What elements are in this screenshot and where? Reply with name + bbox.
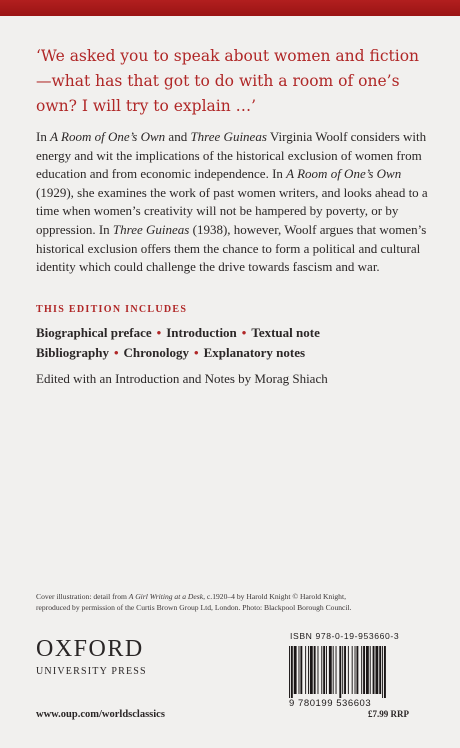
barcode-bar (294, 646, 297, 694)
barcode-bar (318, 646, 319, 694)
barcode-bar (356, 646, 358, 694)
barcode-bar (375, 646, 378, 694)
barcode-digits: 9 780199 536603 (289, 698, 372, 709)
editor-note: Edited with an Introduction and Notes by Morag Shiach (36, 371, 328, 386)
barcode-bar (333, 646, 334, 694)
pull-quote: ‘We asked you to speak about women and fiction—what has that got to do with a room of one’s own? I will try to explain …’ (36, 47, 420, 115)
bullet-separator: • (241, 325, 247, 340)
blurb-text: (1929), she examines the work of past women writers, and looks ahead to a time when women’s creativity will not be hampered by poverty, or by oppression. In (36, 184, 428, 237)
blurb-text: and (165, 129, 191, 144)
book-title: Three Guineas (190, 129, 267, 144)
artwork-title: A Girl Writing at a Desk (128, 592, 204, 601)
barcode-bar (310, 646, 313, 694)
description-paragraph (36, 128, 436, 277)
barcode-bar (339, 646, 341, 698)
price-label: £7.99 RRP (368, 709, 409, 719)
barcode-bar (361, 646, 362, 694)
publisher-press: UNIVERSITY PRESS (36, 666, 147, 677)
edition-heading: THIS EDITION INCLUDES (36, 304, 188, 315)
barcode-bar (329, 646, 332, 694)
barcode-bar (305, 646, 306, 694)
publisher-url: www.oup.com/worldsclassics (36, 709, 165, 720)
bullet-separator: • (156, 325, 162, 340)
barcode-bar (344, 646, 346, 694)
cover-credit (36, 591, 436, 613)
includes-item: Biographical preface (36, 325, 152, 340)
includes-item: Chronology (123, 345, 190, 360)
barcode-bar (291, 646, 293, 698)
barcode-bar (348, 646, 349, 694)
book-title: A Room of One’s Own (50, 129, 166, 144)
credit-text: , c.1920–4 by Harold Knight © Harold Knight, (203, 592, 346, 601)
barcode-bar (363, 646, 365, 694)
credit-text: Cover illustration: detail from (36, 592, 129, 601)
barcode-bar (299, 646, 300, 694)
barcode-bar (366, 646, 369, 694)
credit-text: reproduced by permission of the Curtis Brown Group Ltd, London. Photo: Blackpool Borough Council. (36, 603, 352, 612)
book-title: Three Guineas (112, 221, 190, 237)
edition-includes-list (36, 323, 436, 363)
includes-row (36, 343, 436, 363)
blurb-text: (1938), however, Woolf argues that women’s historical exclusion offers them the chance to form a political and cultural identity which could challenge the drive towards fascism and war. (36, 221, 427, 275)
barcode-bar (289, 646, 290, 698)
includes-item: Explanatory notes (203, 345, 306, 360)
barcode-bar (370, 646, 371, 694)
barcode-bar (382, 646, 383, 698)
barcode-bar (323, 646, 325, 694)
barcode-bar (355, 646, 356, 694)
isbn-label: ISBN 978-0-19-953660-3 (290, 631, 400, 641)
barcode-bar (300, 646, 302, 694)
barcode-bar (373, 646, 375, 694)
cover-top-band (0, 0, 460, 16)
includes-item: Bibliography (36, 345, 109, 360)
barcode-bar (314, 646, 316, 694)
barcode-bar (336, 646, 337, 694)
barcode-bar (379, 646, 381, 694)
barcode-bar (308, 646, 309, 694)
includes-row (36, 323, 436, 343)
barcode-bar (352, 646, 353, 694)
barcode-bar (342, 646, 343, 694)
blurb-text: In (36, 129, 51, 144)
blurb-text: Virginia Woolf considers with energy and wit the implications of the historical exclusion of women from education and from economic independence. In (36, 129, 427, 182)
book-title: A Room of One’s Own (286, 166, 402, 182)
barcode-bar (321, 646, 322, 694)
barcode-bar (384, 646, 386, 698)
bullet-separator: • (194, 345, 199, 360)
barcode-bar (326, 646, 327, 694)
includes-item: Textual note (251, 325, 320, 340)
publisher-logo: OXFORD (36, 636, 144, 662)
bullet-separator: • (113, 345, 119, 360)
barcode-icon (287, 646, 429, 700)
includes-item: Introduction (166, 325, 237, 340)
